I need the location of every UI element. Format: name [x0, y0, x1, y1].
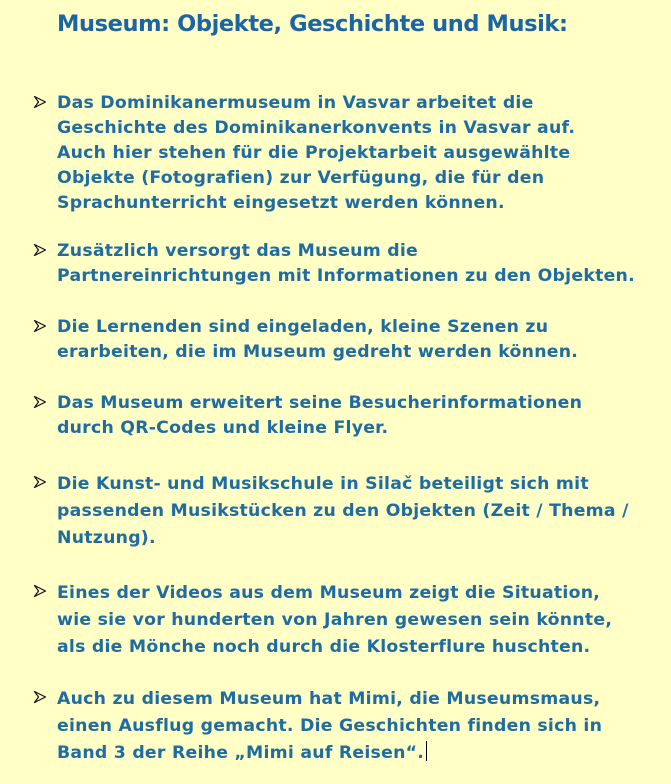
arrow-bullet-icon — [33, 319, 47, 333]
bullet-text: Die Lernenden sind eingeladen, kleine Szenen zu erarbeiten, die im Museum gedreht werden können. — [57, 317, 579, 362]
arrow-bullet-icon — [33, 243, 47, 257]
arrow-bullet-icon — [33, 584, 47, 598]
arrow-bullet-icon — [33, 95, 47, 109]
text-cursor — [426, 741, 427, 761]
bullet-text[interactable] — [57, 686, 602, 767]
bullet-text: Das Museum erweitert seine Besucherinformationen durch QR-Codes und kleine Flyer. — [57, 393, 583, 438]
bullet-text: Eines der Videos aus dem Museum zeigt die Situation, wie sie vor hunderten von Jahren gewesen sein könnte, als die Mönche noch durch die Klosterflure huschten. — [57, 583, 613, 657]
bullet-text: Die Kunst- und Musikschule in Silač beteiligt sich mit passenden Musikstücken zu den Objekten (Zeit / Thema / Nutzung). — [57, 474, 629, 548]
arrow-bullet-icon — [33, 395, 47, 409]
bullet-text: Das Dominikanermuseum in Vasvar arbeitet die Geschichte des Dominikanerkonvents in Vasvar auf. Auch hier stehen für die Projektarbeit ausgewählte Objekte (Fotografien) zur Verfügung, die für den Sprachunterricht eingesetzt werden können. — [57, 93, 576, 213]
arrow-bullet-icon — [33, 690, 47, 704]
arrow-bullet-icon — [33, 475, 47, 489]
bullet-text-content: Auch zu diesem Museum hat Mimi, die Museumsmaus, einen Ausflug gemacht. Die Geschichten finden sich in Band 3 der Reihe „Mimi auf Reisen“. — [57, 689, 603, 763]
bullet-text: Zusätzlich versorgt das Museum die Partnereinrichtungen mit Informationen zu den Objekten. — [57, 241, 635, 286]
page-title: Museum: Objekte, Geschichte und Musik: — [57, 11, 568, 37]
